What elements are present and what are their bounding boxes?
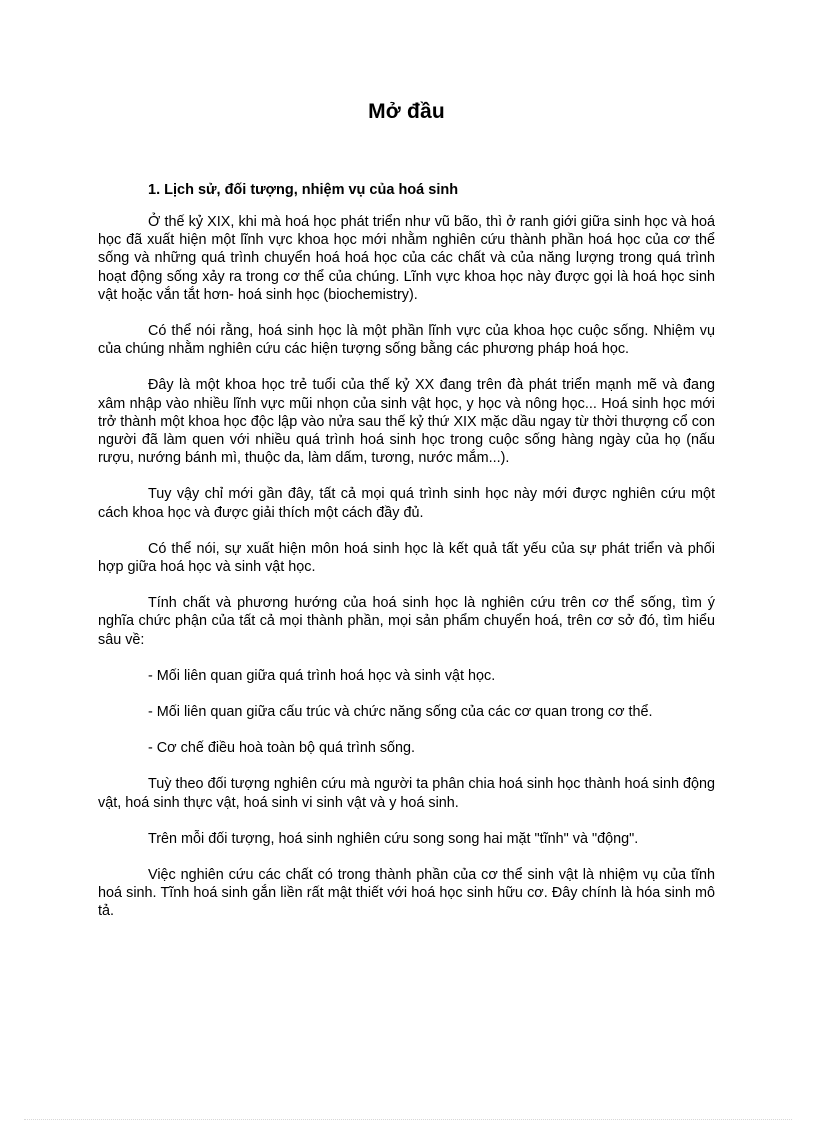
paragraph: Có thể nói rằng, hoá sinh học là một phần lĩnh vực của khoa học cuộc sống. Nhiệm vụ của chúng nhằm nghiên cứu các hiện tượng sống bằng các phương pháp hoá học. — [98, 323, 715, 358]
page-title: Mở đầu — [368, 100, 445, 123]
list-item: - Mối liên quan giữa quá trình hoá học và sinh vật học. — [148, 667, 496, 684]
paragraph: Tuỳ theo đối tượng nghiên cứu mà người ta phân chia hoá sinh học thành hoá sinh động vật, hoá sinh thực vật, hoá sinh vi sinh vật và y hoá sinh. — [98, 776, 715, 811]
paragraph: Đây là một khoa học trẻ tuổi của thế kỷ XX đang trên đà phát triển mạnh mẽ và đang xâm nhập vào nhiều lĩnh vực mũi nhọn của sinh vật học, y học và nông học... Hoá sinh học mới trở thành một khoa học độc lập vào nửa sau thế kỷ thứ XIX mặc dầu ngay từ thời thượng cổ con người đã làm quen với nhiều quá trình hoá sinh học trong cuộc sống hàng ngày của họ (nấu rượu, nướng bánh mì, thuộc da, làm dấm, tương, nước mắm...). — [98, 377, 715, 467]
paragraph: Tính chất và phương hướng của hoá sinh học là nghiên cứu trên cơ thể sống, tìm ý nghĩa chức phận của tất cả mọi thành phần, mọi sản phẩm chuyển hoá, trên cơ sở đó, tìm hiểu sâu về: — [98, 595, 715, 648]
paragraph: Có thể nói, sự xuất hiện môn hoá sinh học là kết quả tất yếu của sự phát triển và phối hợp giữa hoá học và sinh vật học. — [98, 540, 715, 576]
list-item: - Cơ chế điều hoà toàn bộ quá trình sống. — [148, 740, 416, 757]
document-page — [98, 100, 715, 939]
page-bottom-divider — [24, 1119, 792, 1120]
list-item: - Mối liên quan giữa cấu trúc và chức năng sống của các cơ quan trong cơ thể. — [148, 704, 653, 721]
paragraph: Việc nghiên cứu các chất có trong thành phần của cơ thể sinh vật là nhiệm vụ của tĩnh hoá sinh. Tĩnh hoá sinh gắn liền rất mật thiết với hoá học sinh hữu cơ. Đây chính là hóa sinh mô tả. — [98, 867, 715, 920]
section-heading: 1. Lịch sử, đối tượng, nhiệm vụ của hoá sinh — [148, 182, 459, 198]
paragraph: Trên mỗi đối tượng, hoá sinh nghiên cứu song song hai mặt "tĩnh" và "động". — [148, 830, 639, 847]
paragraph: Tuy vậy chỉ mới gần đây, tất cả mọi quá trình sinh học này mới được nghiên cứu một cách khoa học và được giải thích một cách đầy đủ. — [98, 486, 715, 521]
paragraph: Ở thế kỷ XIX, khi mà hoá học phát triển như vũ bão, thì ở ranh giới giữa sinh học và hoá học đã xuất hiện một lĩnh vực khoa học mới nhằm nghiên cứu thành phần hoá học của cơ thể sống và những quá trình chuyển hoá hoá học của các chất và của năng lượng trong quá trình hoạt động sống xảy ra trong cơ thể của chúng. Lĩnh vực khoa học này được gọi là hoá học sinh vật hoặc vắn tắt hơn- hoá sinh học (biochemistry). — [98, 214, 715, 303]
